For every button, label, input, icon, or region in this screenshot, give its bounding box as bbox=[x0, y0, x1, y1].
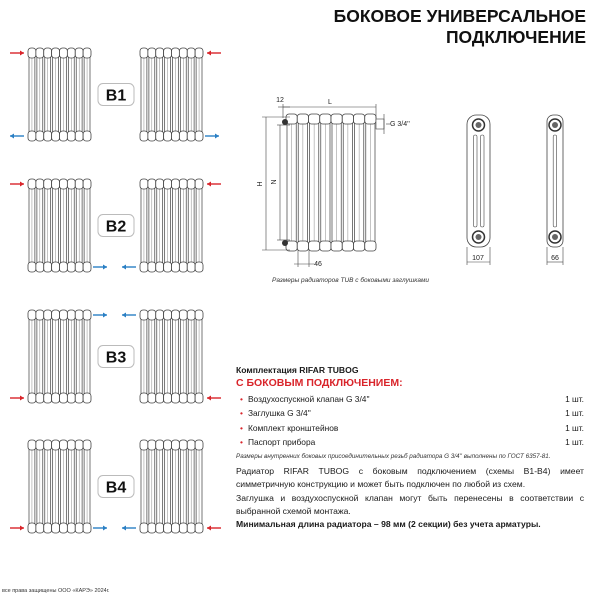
dim-N: N bbox=[271, 179, 278, 185]
radiator-header bbox=[164, 179, 172, 189]
return-arrow-icon bbox=[103, 526, 107, 531]
scheme-label: B1 bbox=[105, 87, 127, 105]
radiator-header bbox=[36, 179, 44, 189]
radiator-header bbox=[164, 48, 172, 58]
radiator-header bbox=[179, 48, 187, 58]
radiator-header bbox=[365, 114, 376, 124]
radiator-left-icon bbox=[28, 48, 91, 141]
supply-arrow-icon bbox=[20, 526, 24, 531]
radiator-header bbox=[187, 310, 195, 320]
dim-thread: G 3/4'' bbox=[390, 121, 410, 128]
radiator-header bbox=[44, 48, 52, 58]
radiator-header bbox=[75, 523, 83, 533]
radiator-header bbox=[44, 262, 52, 272]
radiator-header bbox=[187, 262, 195, 272]
radiator-header bbox=[309, 241, 320, 251]
radiator-header bbox=[195, 179, 203, 189]
radiator-header bbox=[156, 262, 164, 272]
radiator-header bbox=[297, 241, 308, 251]
radiator-header bbox=[148, 523, 156, 533]
return-arrow-icon bbox=[122, 526, 126, 531]
radiator-header bbox=[36, 393, 44, 403]
kit-item-qty: 1 шт. bbox=[565, 393, 584, 404]
radiator-left-icon bbox=[28, 440, 91, 533]
radiator-header bbox=[148, 393, 156, 403]
kit-item-name: • Комплект кронштейнов bbox=[240, 423, 338, 433]
radiator-header bbox=[140, 440, 148, 450]
radiator-header bbox=[75, 310, 83, 320]
radiator-header bbox=[148, 48, 156, 58]
dim-46: 46 bbox=[314, 261, 322, 268]
dim-66: 66 bbox=[551, 255, 559, 262]
radiator-header bbox=[75, 262, 83, 272]
title-line-2: ПОДКЛЮЧЕНИЕ bbox=[445, 27, 586, 47]
radiator-header bbox=[365, 241, 376, 251]
radiator-header bbox=[83, 48, 91, 58]
radiator-header bbox=[172, 131, 180, 141]
radiator-header bbox=[44, 131, 52, 141]
radiator-header bbox=[172, 48, 180, 58]
radiator-header bbox=[75, 440, 83, 450]
radiator-right-icon bbox=[140, 179, 203, 272]
radiator-header bbox=[36, 310, 44, 320]
radiator-header bbox=[172, 440, 180, 450]
radiator-header bbox=[179, 523, 187, 533]
return-arrow-icon bbox=[10, 134, 14, 139]
radiator-header bbox=[187, 440, 195, 450]
radiator-header bbox=[172, 310, 180, 320]
radiator-header bbox=[52, 440, 60, 450]
port-core bbox=[552, 234, 558, 240]
radiator-header bbox=[28, 523, 36, 533]
radiator-header bbox=[179, 179, 187, 189]
copyright: все права защищены ООО «КАРЭ» 2024г. bbox=[2, 588, 110, 594]
scheme-label: B2 bbox=[105, 218, 127, 236]
radiator-header bbox=[342, 241, 353, 251]
radiator-header bbox=[44, 179, 52, 189]
radiator-right-icon bbox=[140, 440, 203, 533]
radiator-header bbox=[297, 114, 308, 124]
radiator-header bbox=[195, 131, 203, 141]
radiator-header bbox=[187, 48, 195, 58]
radiator-header bbox=[28, 179, 36, 189]
radiator-header bbox=[52, 48, 60, 58]
radiator-header bbox=[28, 131, 36, 141]
radiator-header bbox=[140, 131, 148, 141]
kit-item bbox=[236, 408, 584, 418]
radiator-header bbox=[164, 440, 172, 450]
page-title bbox=[334, 6, 586, 48]
radiator-header bbox=[354, 241, 365, 251]
radiator-header bbox=[44, 393, 52, 403]
radiator-header bbox=[148, 131, 156, 141]
radiator-header bbox=[172, 523, 180, 533]
port-core bbox=[476, 234, 482, 240]
radiator-header bbox=[44, 310, 52, 320]
plug-icon bbox=[282, 240, 288, 246]
radiator-header bbox=[28, 48, 36, 58]
radiator-header bbox=[354, 114, 365, 124]
radiator-header bbox=[52, 179, 60, 189]
radiator-header bbox=[28, 262, 36, 272]
description bbox=[236, 465, 584, 531]
description-p3: Минимальная длина радиатора – 98 мм (2 секции) без учета арматуры. bbox=[236, 519, 541, 530]
radiator-header bbox=[156, 440, 164, 450]
radiator-header bbox=[67, 262, 75, 272]
kit-heading: Комплектация RIFAR TUBOG bbox=[236, 365, 359, 375]
radiator-header bbox=[172, 179, 180, 189]
title-line-1: БОКОВОЕ УНИВЕРСАЛЬНОЕ bbox=[333, 6, 586, 26]
radiator-header bbox=[195, 48, 203, 58]
radiator-header bbox=[187, 131, 195, 141]
radiator-header bbox=[67, 48, 75, 58]
radiator-header bbox=[67, 310, 75, 320]
kit-subheading: С БОКОВЫМ ПОДКЛЮЧЕНИЕМ: bbox=[236, 377, 403, 389]
scheme-label: B3 bbox=[105, 349, 127, 367]
radiator-header bbox=[140, 179, 148, 189]
kit-item-qty: 1 шт. bbox=[565, 422, 584, 433]
radiator-header bbox=[195, 440, 203, 450]
radiator-header bbox=[36, 440, 44, 450]
radiator-header bbox=[36, 131, 44, 141]
radiator-header bbox=[44, 523, 52, 533]
radiator-header bbox=[75, 48, 83, 58]
return-arrow-icon bbox=[103, 265, 107, 270]
radiator-left-icon bbox=[28, 179, 91, 272]
radiator-header bbox=[148, 440, 156, 450]
radiator-header bbox=[67, 393, 75, 403]
supply-arrow-icon bbox=[20, 51, 24, 56]
kit-note: Размеры внутренних боковых присоединительных резьб радиатора G 3/4'' выполнены по ГОСТ 6357-81. bbox=[236, 453, 551, 460]
radiator-header bbox=[179, 131, 187, 141]
radiator-header bbox=[179, 262, 187, 272]
radiator-header bbox=[148, 310, 156, 320]
kit-item-qty: 1 шт. bbox=[565, 408, 584, 418]
dim-H: H bbox=[257, 181, 264, 187]
radiator-header bbox=[172, 262, 180, 272]
description-p1: Радиатор RIFAR TUBOG с боковым подключением (схемы B1-B4) имеет симметричную конструкцию и может быть подключен по любой из схем. bbox=[236, 466, 584, 490]
radiator-header bbox=[179, 393, 187, 403]
radiator-header bbox=[156, 523, 164, 533]
radiator-header bbox=[60, 440, 68, 450]
radiator-header bbox=[75, 131, 83, 141]
radiator-header bbox=[156, 131, 164, 141]
radiator-header bbox=[164, 310, 172, 320]
kit-item bbox=[236, 423, 584, 433]
radiator-header bbox=[36, 48, 44, 58]
port-core bbox=[476, 122, 482, 128]
radiator-header bbox=[67, 440, 75, 450]
radiator-header bbox=[309, 114, 320, 124]
kit-item bbox=[236, 437, 584, 447]
radiator-header bbox=[75, 179, 83, 189]
radiator-right-icon bbox=[140, 48, 203, 141]
radiator-header bbox=[60, 131, 68, 141]
supply-arrow-icon bbox=[207, 526, 211, 531]
radiator-header bbox=[156, 48, 164, 58]
radiator-header bbox=[179, 440, 187, 450]
radiator-header bbox=[83, 310, 91, 320]
radiator-header bbox=[60, 310, 68, 320]
radiator-header bbox=[52, 262, 60, 272]
kit-item-name: • Воздухоспускной клапан G 3/4'' bbox=[240, 394, 370, 404]
valve-icon bbox=[376, 119, 384, 129]
radiator-header bbox=[331, 114, 342, 124]
radiator-header bbox=[187, 393, 195, 403]
radiator-header bbox=[164, 131, 172, 141]
radiator-header bbox=[28, 440, 36, 450]
radiator-right-icon bbox=[140, 310, 203, 403]
dim-12: 12 bbox=[276, 97, 284, 104]
radiator-header bbox=[148, 262, 156, 272]
radiator-header bbox=[195, 393, 203, 403]
radiator-header bbox=[187, 179, 195, 189]
radiator-header bbox=[83, 131, 91, 141]
radiator-header bbox=[164, 523, 172, 533]
radiator-header bbox=[83, 393, 91, 403]
supply-arrow-icon bbox=[20, 182, 24, 187]
drawing-caption: Размеры радиаторов TUB с боковыми заглушками bbox=[272, 277, 430, 284]
radiator-header bbox=[83, 440, 91, 450]
radiator-header bbox=[331, 241, 342, 251]
radiator-header bbox=[140, 48, 148, 58]
supply-arrow-icon bbox=[207, 51, 211, 56]
side-view-66 bbox=[547, 115, 563, 247]
radiator-header bbox=[36, 262, 44, 272]
radiator-header bbox=[140, 310, 148, 320]
supply-arrow-icon bbox=[20, 396, 24, 401]
return-arrow-icon bbox=[103, 313, 107, 318]
radiator-left-icon bbox=[28, 310, 91, 403]
radiator-header bbox=[28, 310, 36, 320]
radiator-front-drawing bbox=[286, 114, 376, 251]
radiator-header bbox=[342, 114, 353, 124]
radiator-header bbox=[36, 523, 44, 533]
radiator-header bbox=[156, 393, 164, 403]
radiator-header bbox=[195, 523, 203, 533]
supply-arrow-icon bbox=[207, 182, 211, 187]
return-arrow-icon bbox=[122, 265, 126, 270]
radiator-header bbox=[83, 523, 91, 533]
radiator-header bbox=[83, 179, 91, 189]
radiator-header bbox=[60, 179, 68, 189]
radiator-header bbox=[172, 393, 180, 403]
return-arrow-icon bbox=[122, 313, 126, 318]
kit-item-name: • Паспорт прибора bbox=[240, 437, 315, 447]
radiator-header bbox=[67, 523, 75, 533]
radiator-header bbox=[140, 262, 148, 272]
radiator-header bbox=[60, 393, 68, 403]
radiator-header bbox=[52, 131, 60, 141]
radiator-header bbox=[52, 393, 60, 403]
radiator-header bbox=[75, 393, 83, 403]
radiator-header bbox=[195, 262, 203, 272]
port-core bbox=[552, 122, 558, 128]
kit-item-name: • Заглушка G 3/4'' bbox=[240, 408, 311, 418]
radiator-header bbox=[187, 523, 195, 533]
radiator-header bbox=[164, 393, 172, 403]
kit-section bbox=[236, 365, 584, 460]
radiator-header bbox=[83, 262, 91, 272]
side-view-107 bbox=[467, 115, 490, 247]
radiator-header bbox=[67, 131, 75, 141]
radiator-header bbox=[179, 310, 187, 320]
kit-item-qty: 1 шт. bbox=[565, 437, 584, 447]
description-p2: Заглушка и воздухоспускной клапан могут быть перенесены в соответствии с выбранной схемой монтажа. bbox=[236, 492, 584, 516]
radiator-header bbox=[148, 179, 156, 189]
radiator-header bbox=[44, 440, 52, 450]
dim-L: L bbox=[328, 99, 332, 106]
radiator-header bbox=[195, 310, 203, 320]
radiator-header bbox=[60, 48, 68, 58]
radiator-header bbox=[28, 393, 36, 403]
radiator-header bbox=[156, 310, 164, 320]
scheme-label: B4 bbox=[105, 479, 127, 497]
radiator-header bbox=[140, 393, 148, 403]
radiator-header bbox=[320, 114, 331, 124]
radiator-header bbox=[67, 179, 75, 189]
radiator-header bbox=[164, 262, 172, 272]
radiator-header bbox=[60, 262, 68, 272]
radiator-header bbox=[52, 310, 60, 320]
radiator-header bbox=[60, 523, 68, 533]
kit-item bbox=[236, 394, 584, 404]
return-arrow-icon bbox=[215, 134, 219, 139]
radiator-header bbox=[140, 523, 148, 533]
radiator-header bbox=[320, 241, 331, 251]
plug-icon bbox=[282, 119, 288, 125]
radiator-header bbox=[156, 179, 164, 189]
radiator-header bbox=[52, 523, 60, 533]
supply-arrow-icon bbox=[207, 396, 211, 401]
dim-107: 107 bbox=[472, 255, 484, 262]
